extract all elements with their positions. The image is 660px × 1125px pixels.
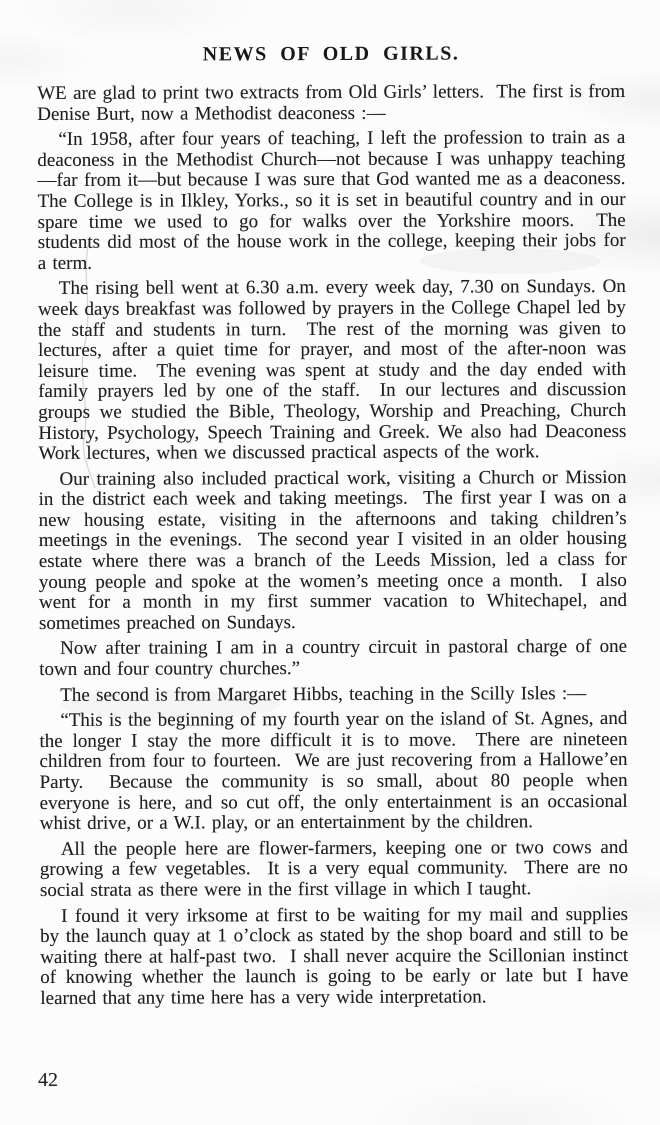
paragraph-denise-letter-4: Now after training I am in a country circuit in pastoral charge of one town and four country churches.”: [39, 636, 634, 681]
page-number: 42: [38, 1069, 58, 1091]
paragraph-hibbs-letter-1: “This is the beginning of my fourth year on the island of St. Agnes, and the longer I stay the more difficult it is to move. There are nineteen children from four to fourteen. We are just recovering from a Hallowe’en Party. Because the community is so small, about 80 people when everyone is here, and so cut off, the only entertainment is an occasional whist drive, or a W.I. play, or an entertainment by the children.: [39, 708, 634, 835]
paragraph-denise-letter-1: “In 1958, after four years of teaching, I left the profession to train as a deaconess in the Methodist Church—not because I was unhappy teaching—far from it—but because I was sure that God wanted me as a deaconess. The College is in Ilkley, Yorks., so it is set in beautiful country and in our spare time we used to go for walks over the Yorkshire moors. The students did most of the house work in the college, keeping their jobs for a term.: [37, 127, 639, 274]
paragraph-hibbs-letter-3: I found it very irksome at first to be waiting for my mail and supplies by the launch quay at 1 o’clock as stated by the shop board and still to be waiting there at half-past two. I shall never acquire the Scillonian instinct of knowing whether the launch is going to be early or late but I have learned that any time here has a very wide interpretation.: [40, 903, 635, 1009]
paragraph-hibbs-letter-2: All the people here are flower-farmers, keeping one or two cows and growing a few vegetables. It is a very equal community. There are no social strata as there were in the first village in which I taught.: [39, 836, 635, 901]
page-text-block: [37, 42, 639, 1015]
paragraph-denise-letter-3: Our training also included practical work, visiting a Church or Mission in the district each week and taking meetings. The first year I was on a new housing estate, visiting in the afternoons and taking children’s meetings in the evenings. The second year I visited in an older housing estate where there was a branch of the Leeds Mission, led a class for young people and spoke at the women’s meeting once a month. I also went for a month in my first summer vacation to Whitechapel, and sometimes preached on Sundays.: [38, 466, 634, 634]
paragraph-denise-letter-2: The rising bell went at 6.30 a.m. every week day, 7.30 on Sundays. On week days breakfast was followed by prayers in the College Chapel led by the staff and students in turn. The rest of the morning was given to lectures, after a quiet time for prayer, and most of the after-noon was leisure time. The evening was spent at study and the day ended with family prayers led by one of the staff. In our lectures and discussion groups we studied the Bible, Theology, Worship and Preaching, Church History, Psychology, Speech Training and Greek. We also had Deaconess Work lectures, when we discussed practical aspects of the work.: [37, 276, 633, 465]
paragraph-hibbs-intro: The second is from Margaret Hibbs, teaching in the Scilly Isles :—: [60, 682, 587, 706]
paragraph-intro: WE are glad to print two extracts from Old Girls’ letters. The first is from Denise Burt, now a Methodist deaconess :—: [37, 80, 632, 125]
page-title: NEWS OF OLD GIRLS.: [202, 42, 460, 66]
